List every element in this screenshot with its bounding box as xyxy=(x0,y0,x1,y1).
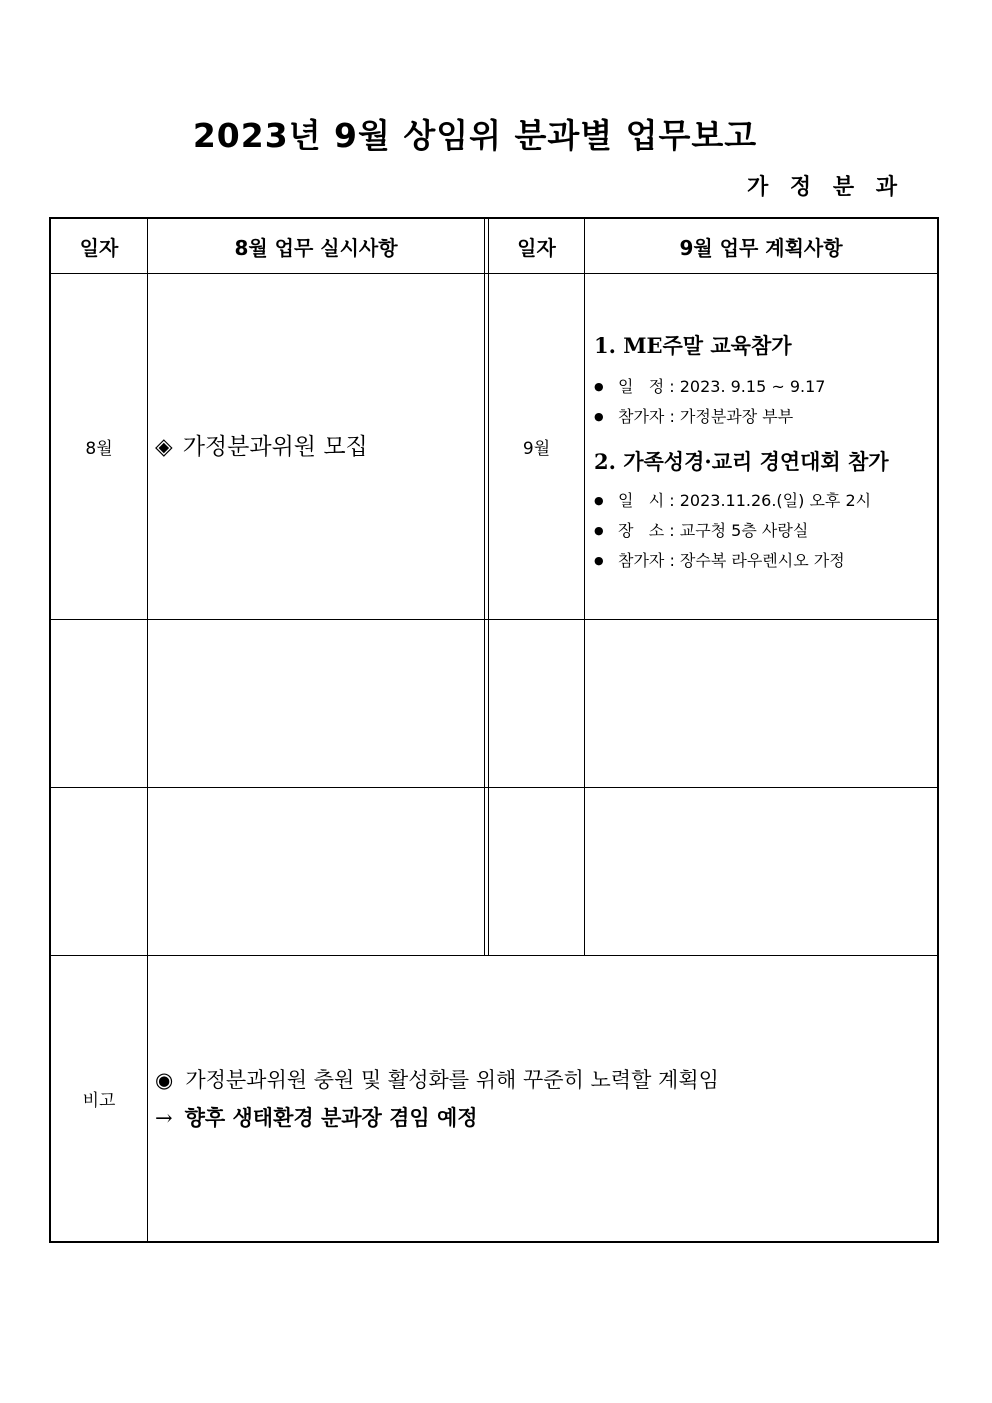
plan-heading-1: 1. ME주말 교육참가 xyxy=(594,333,792,358)
done-item-text: 가정분과위원 모집 xyxy=(182,434,368,460)
plan-bullet-text: 참가자 : 가정분과장 부부 xyxy=(618,407,794,426)
arrow-right-icon: → xyxy=(155,1106,173,1130)
note-content xyxy=(155,1062,719,1138)
plan-heading-2: 2. 가족성경·교리 경연대회 참가 xyxy=(594,449,889,474)
plan-bullet xyxy=(594,486,934,516)
note-line-2-text: 향후 생태환경 분과장 겸임 예정 xyxy=(184,1105,478,1130)
plan-list xyxy=(594,330,934,576)
col-divider xyxy=(147,219,148,956)
plan-bullet xyxy=(594,402,934,432)
bullet-dot-icon: ● xyxy=(594,380,604,393)
plan-bullet-text: 참가자 : 장수복 라우렌시오 가정 xyxy=(618,551,845,570)
row-divider xyxy=(51,619,937,620)
col-divider xyxy=(147,956,148,1241)
plan-bullet-text: 장 소 : 교구청 5층 사랑실 xyxy=(618,521,809,540)
note-line-1-text: 가정분과위원 충원 및 활성화를 위해 꾸준히 노력할 계획임 xyxy=(185,1068,719,1092)
note-label: 비고 xyxy=(82,1091,116,1111)
done-item xyxy=(155,428,368,461)
plan-bullet xyxy=(594,516,934,546)
note-line-1 xyxy=(155,1062,719,1098)
bullet-dot-icon: ● xyxy=(594,494,604,507)
plan-bullet-text: 일 정 : 2023. 9.15 ~ 9.17 xyxy=(618,377,826,396)
department-label: 가 정 분 과 xyxy=(747,175,904,200)
bullet-dot-icon: ● xyxy=(594,524,604,537)
row1-date-right: 9월 xyxy=(522,439,551,459)
plan-bullet-text: 일 시 : 2023.11.26.(일) 오후 2시 xyxy=(618,491,872,510)
row1-date-left: 8월 xyxy=(85,439,113,459)
header-plan: 9월 업무 계획사항 xyxy=(679,235,843,260)
header-done: 8월 업무 실시사항 xyxy=(234,235,398,260)
bullet-dot-icon: ● xyxy=(594,554,604,567)
header-date-left: 일자 xyxy=(79,235,119,260)
document-title: 2023년 9월 상임위 분과별 업무보고 xyxy=(192,116,758,155)
target-bullet-icon: ◉ xyxy=(155,1068,174,1092)
row-divider xyxy=(51,955,937,956)
plan-bullet xyxy=(594,546,934,576)
plan-bullet xyxy=(594,372,934,402)
note-line-2 xyxy=(155,1098,719,1138)
col-divider-double xyxy=(484,219,485,956)
col-divider xyxy=(584,219,585,956)
header-date-right: 일자 xyxy=(517,235,556,260)
row-divider xyxy=(51,787,937,788)
bullet-dot-icon: ● xyxy=(594,410,604,423)
diamond-bullet-icon: ◈ xyxy=(155,434,173,460)
